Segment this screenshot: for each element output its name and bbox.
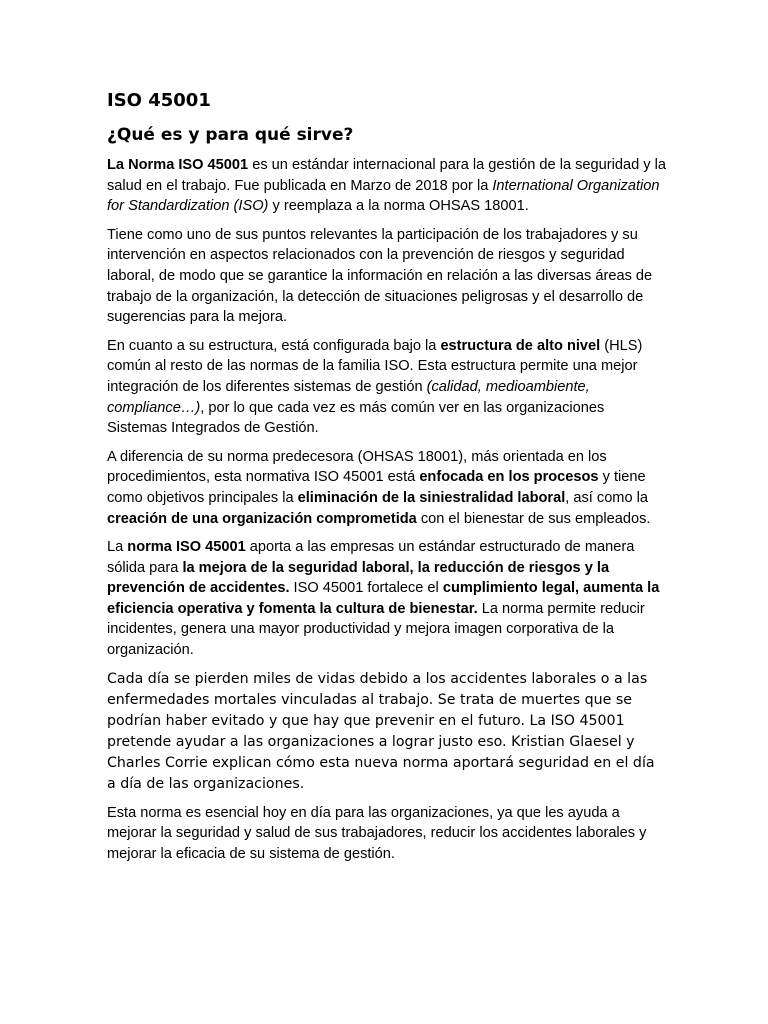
text-run: Tiene como uno de sus puntos relevantes la participación de los trabajadores y su intervención en aspectos relacionados con la prevención de riesgos y seguridad laboral, de modo que se garantice la información en relación a las diversas áreas de trabajo de la organización, la detección de situaciones peligrosas y el desarrollo de sugerencias para la mejora.	[107, 226, 653, 326]
paragraph-benefits	[107, 537, 667, 661]
paragraph-conclusion	[107, 803, 667, 865]
italic-text: (calidad, medioambiente, compliance…)	[107, 378, 590, 416]
document-subtitle: ¿Qué es y para qué sirve?	[107, 125, 354, 145]
bold-text: norma ISO 45001	[127, 539, 246, 556]
text-run: con el bienestar de sus empleados.	[416, 510, 651, 527]
bold-text: enfocada en los procesos	[419, 469, 599, 486]
bold-text: la mejora de la seguridad laboral, la reducción de riesgos y la prevención de accidentes.	[107, 559, 610, 597]
text-run: Esta norma es esencial hoy en día para las organizaciones, ya que les ayuda a mejorar la seguridad y salud de sus trabajadores, reducir los accidentes laborales y mejorar la eficacia de su sistema de gestión.	[107, 804, 647, 862]
text-run: A diferencia de su norma predecesora (OHSAS 18001), más orientada en los procedimientos, esta normativa ISO 45001 está	[107, 448, 607, 486]
text-run: es un estándar internacional para la gestión de la seguridad y la salud en el trabajo. Fue publicada en Marzo de 2018 por la	[107, 157, 666, 194]
text-run: y tiene como objetivos principales la	[107, 469, 646, 506]
text-run: La norma permite reducir incidentes, genera una mayor productividad y mejora imagen corporativa de la organización.	[107, 600, 645, 659]
text-run: aporta a las empresas un estándar estructurado de manera sólida para	[107, 539, 635, 576]
paragraph-accidents	[107, 669, 667, 795]
paragraph-definition	[107, 155, 667, 217]
text-run: Cada día se pierden miles de vidas debido a los accidentes laborales o a las enfermedades mortales vinculadas al trabajo. Se trata de muertes que se podrían haber evitado y que hay que prevenir en el futuro. La ISO 45001 pretende ayudar a las organizaciones a lograr justo eso. Kristian Glaesel y Charles Corrie explican cómo esta nueva norma aportará seguridad en el día a día de las organizaciones.	[107, 670, 655, 792]
document-page	[107, 88, 667, 872]
bold-text: eliminación de la siniestralidad laboral	[297, 489, 566, 506]
paragraph-differences	[107, 447, 667, 529]
text-run: La	[107, 539, 128, 556]
italic-text: International Organization for Standardization (ISO)	[107, 177, 660, 215]
text-run: , por lo que cada vez es más común ver en las organizaciones Sistemas Integrados de Gestión.	[107, 399, 605, 437]
bold-text: cumplimiento legal, aumenta la eficiencia operativa y fomenta la cultura de bienestar.	[107, 580, 660, 617]
text-run: , así como la	[565, 489, 648, 506]
text-run: En cuanto a su estructura, está configurada bajo la	[107, 337, 441, 354]
paragraph-structure	[107, 336, 667, 439]
text-run: (HLS) común al resto de las normas de la familia ISO. Esta estructura permite una mejor integración de los diferentes sistemas de gestión	[107, 337, 643, 395]
bold-text: La Norma ISO 45001	[107, 157, 249, 173]
text-run: y reemplaza a la norma OHSAS 18001.	[268, 198, 529, 215]
text-run: ISO 45001 fortalece el	[289, 580, 443, 597]
document-title: ISO 45001	[107, 90, 211, 111]
paragraph-participation	[107, 225, 667, 328]
bold-text: estructura de alto nivel	[440, 337, 601, 354]
bold-text: creación de una organización comprometida	[107, 510, 417, 527]
